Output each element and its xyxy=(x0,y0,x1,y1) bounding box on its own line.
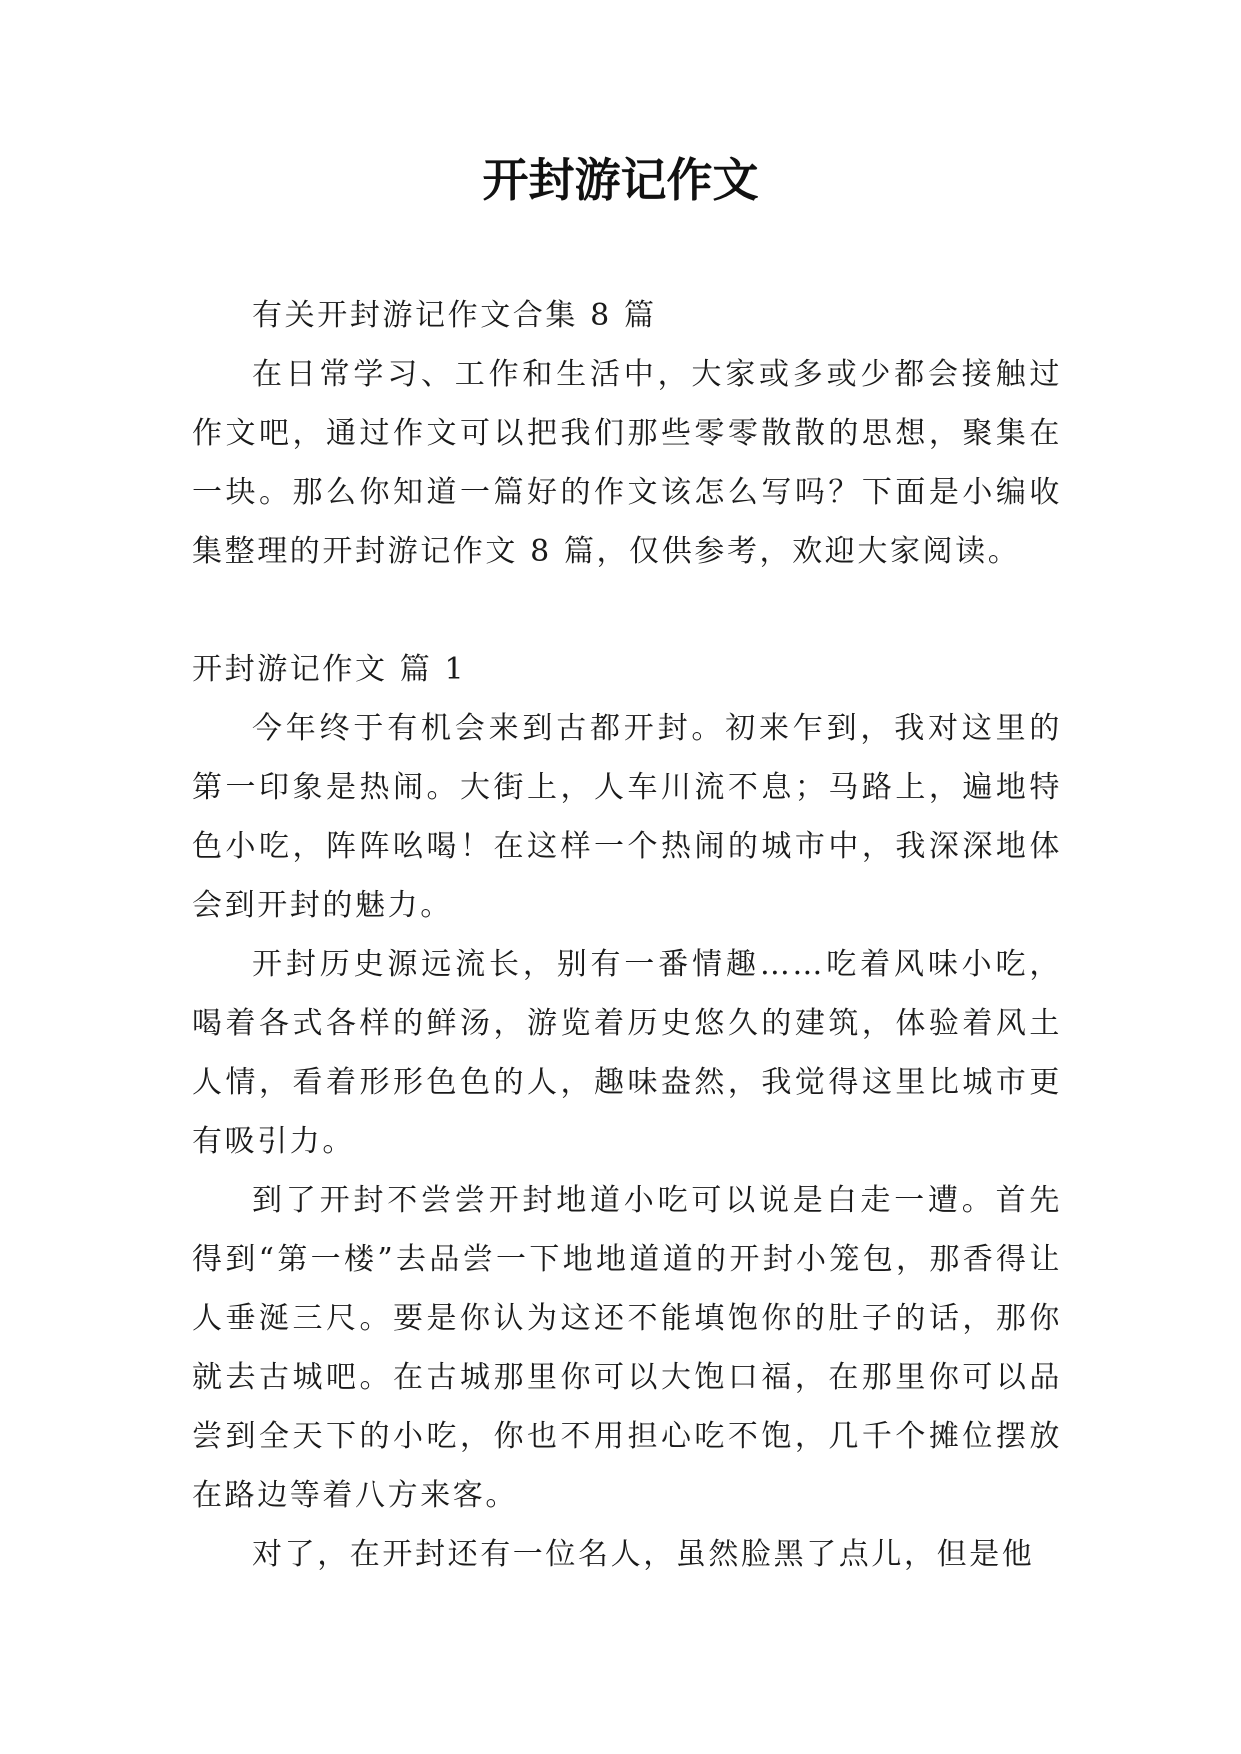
subtitle: 有关开封游记作文合集 8 篇 xyxy=(252,298,657,333)
intro-paragraph: 在日常学习、工作和生活中，大家或多或少都会接触过作文吧，通过作文可以把我们那些零零散散的思想，聚集在一块。那么你知道一篇好的作文该怎么写吗？下面是小编收集整理的开封游记作文 8 篇，仅供参考，欢迎大家阅读。 xyxy=(192,357,1062,569)
document-body xyxy=(192,286,1062,1584)
page-title: 开封游记作文 xyxy=(482,153,759,207)
body-paragraph: 今年终于有机会来到古都开封。初来乍到，我对这里的第一印象是热闹。大街上，人车川流不息；马路上，遍地特色小吃，阵阵吆喝！在这样一个热闹的城市中，我深深地体会到开封的魅力。 xyxy=(192,711,1062,923)
body-paragraph: 开封历史源远流长，别有一番情趣……吃着风味小吃，喝着各式各样的鲜汤，游览着历史悠久的建筑，体验着风土人情，看着形形色色的人，趣味盎然，我觉得这里比城市更有吸引力。 xyxy=(192,947,1062,1159)
body-paragraph: 到了开封不尝尝开封地道小吃可以说是白走一遭。首先得到“第一楼”去品尝一下地地道道的开封小笼包，那香得让人垂涎三尺。要是你认为这还不能填饱你的肚子的话，那你就去古城吧。在古城那里你可以大饱口福，在那里你可以品尝到全天下的小吃，你也不用担心吃不饱，几千个摊位摆放在路边等着八方来客。 xyxy=(192,1183,1062,1513)
body-paragraph: 对了，在开封还有一位名人，虽然脸黑了点儿，但是他 xyxy=(252,1537,1035,1572)
section-heading: 开封游记作文 篇 1 xyxy=(192,652,467,687)
